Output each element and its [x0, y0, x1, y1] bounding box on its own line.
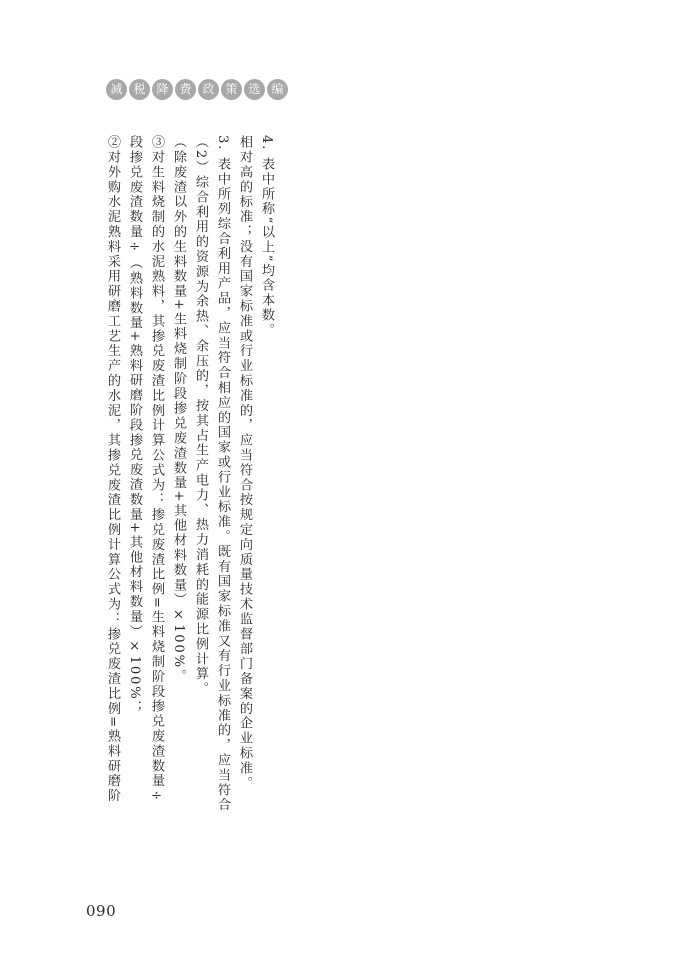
text-line: ③对生料烧制的水泥熟料，其掺兑废渣比例计算公式为：掺兑废渣比例=生料烧制阶段掺兑废渣数量÷ — [149, 135, 164, 806]
header-badge: 费 — [175, 79, 196, 100]
header-badge: 编 — [267, 79, 288, 100]
book-series-header — [106, 79, 288, 101]
text-line: 段掺兑废渣数量÷（熟料数量+熟料研磨阶段掺兑废渣数量+其他材料数量）×100%； — [127, 135, 142, 716]
page-number: 090 — [86, 902, 117, 920]
text-line: （2）综合利用的资源为余热、余压的，按其占生产电力、热力消耗的能源比例计算。 — [193, 135, 208, 697]
header-badge: 政 — [198, 79, 219, 100]
text-line: 3. 表中所列综合利用产品，应当符合相应的国家或行业标准。既有国家标准又有行业标准的，应当符合 — [215, 135, 230, 813]
text-line: 相对高的标准；没有国家标准或行业标准的，应当符合按规定向质量技术监督部门备案的企业标准。 — [237, 135, 252, 791]
header-badge: 策 — [221, 79, 242, 100]
header-badge: 降 — [152, 79, 173, 100]
header-badge: 减 — [106, 79, 127, 100]
text-line: ②对外购水泥熟料采用研磨工艺生产的水泥，其掺兑废渣比例计算公式为：掺兑废渣比例=熟料研磨阶 — [105, 135, 120, 804]
text-line: 4. 表中所称“以上”均含本数。 — [259, 135, 274, 338]
header-badge: 税 — [129, 79, 150, 100]
text-line: （除废渣以外的生料数量+生料烧制阶段掺兑废渣数量+其他材料数量）×100%。 — [171, 135, 186, 684]
header-badge: 选 — [244, 79, 265, 100]
